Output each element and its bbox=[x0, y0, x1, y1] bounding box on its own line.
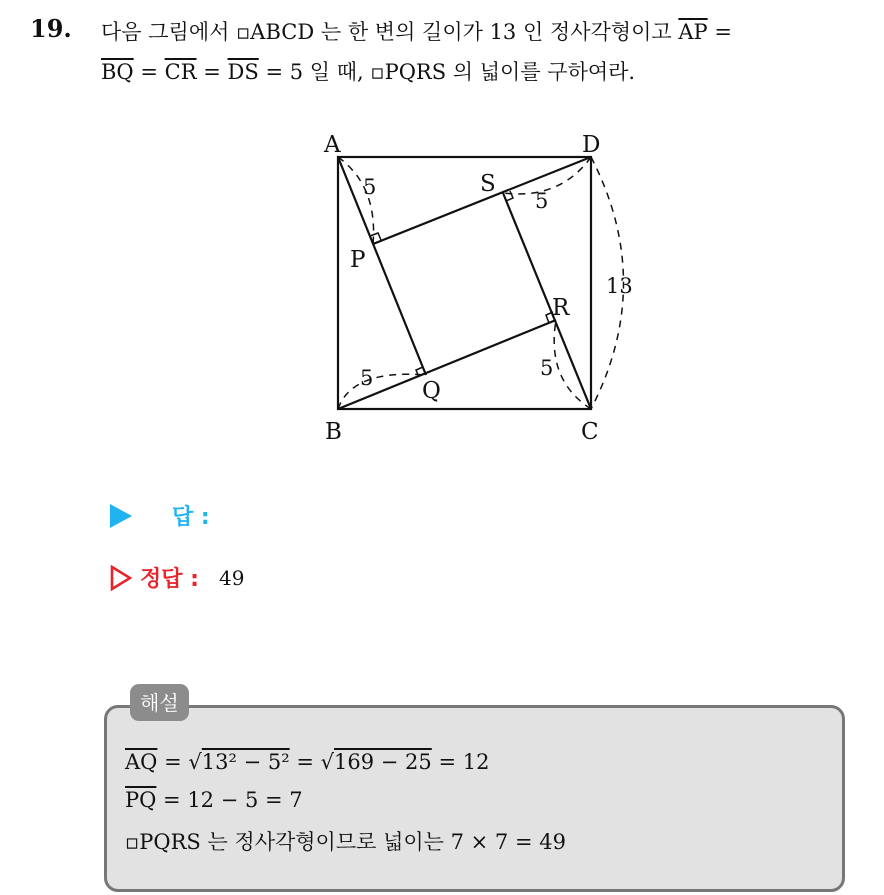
question-line-2 bbox=[101, 56, 635, 86]
vertex-p-label: P bbox=[350, 247, 366, 273]
vertex-q-label: Q bbox=[422, 378, 441, 404]
right-angle-s bbox=[506, 191, 513, 201]
vertex-a-label: A bbox=[324, 132, 341, 158]
correct-answer-row bbox=[110, 562, 244, 593]
equals-sign: = bbox=[203, 60, 221, 84]
length-bq-label: 5 bbox=[360, 366, 374, 390]
equals-sign: = bbox=[296, 750, 314, 774]
equals-sign: = bbox=[164, 750, 182, 774]
segment-cr: $\overline{CR}$ bbox=[164, 60, 197, 84]
question-text-b: = 5 일 때, ▫PQRS 의 넓이를 구하여라. bbox=[265, 60, 636, 84]
sqrt-icon: √ bbox=[320, 750, 335, 774]
vertex-b-label: B bbox=[325, 419, 342, 445]
length-ap-label: 5 bbox=[363, 175, 377, 199]
play-outline-icon bbox=[110, 565, 132, 591]
equals-sign: = bbox=[140, 60, 158, 84]
segment-pq: $\overline{PQ}$ bbox=[125, 788, 157, 812]
play-icon bbox=[110, 504, 132, 528]
length-ds-label: 5 bbox=[535, 189, 549, 213]
side-length-label: 13 bbox=[606, 274, 633, 298]
solution-tag: 해설 bbox=[130, 684, 189, 721]
correct-answer-value: 49 bbox=[218, 565, 245, 590]
vertex-r-label: R bbox=[552, 295, 570, 321]
question-number: 19. bbox=[30, 14, 72, 43]
sqrt-icon: √ bbox=[188, 750, 202, 774]
segment-br-line bbox=[338, 320, 556, 409]
segment-bq: $\overline{BQ}$ bbox=[101, 60, 134, 84]
segment-ap: $\overline{AP}$ bbox=[678, 20, 708, 44]
answer-row bbox=[110, 500, 210, 531]
vertex-d-label: D bbox=[582, 132, 601, 158]
solution-line-2 bbox=[125, 788, 303, 812]
solution-result-1: = 12 bbox=[438, 750, 490, 774]
segment-aq: $\overline{AQ}$ bbox=[125, 750, 158, 774]
solution-line-3: ▫PQRS 는 정사각형이므로 넓이는 7 × 7 = 49 bbox=[125, 830, 566, 854]
sqrt-expr-1: 13² − 5² bbox=[201, 750, 290, 774]
square-figure bbox=[300, 122, 660, 452]
sqrt-expr-2: 169 − 25 bbox=[334, 750, 432, 774]
vertex-c-label: C bbox=[581, 419, 599, 445]
vertex-s-label: S bbox=[480, 171, 496, 197]
question-line-1 bbox=[101, 16, 732, 46]
equals-sign: = bbox=[714, 20, 732, 44]
solution-line-1 bbox=[125, 750, 489, 774]
correct-answer-label: 정답 : bbox=[140, 567, 199, 592]
length-cr-label: 5 bbox=[540, 356, 554, 380]
segment-ds: $\overline{DS}$ bbox=[227, 60, 259, 84]
solution-expr-2: = 12 − 5 = 7 bbox=[163, 788, 303, 812]
question-text-a: 다음 그림에서 ▫ABCD 는 한 변의 길이가 13 인 정사각형이고 bbox=[101, 20, 672, 44]
answer-label: 답 : bbox=[172, 505, 210, 530]
